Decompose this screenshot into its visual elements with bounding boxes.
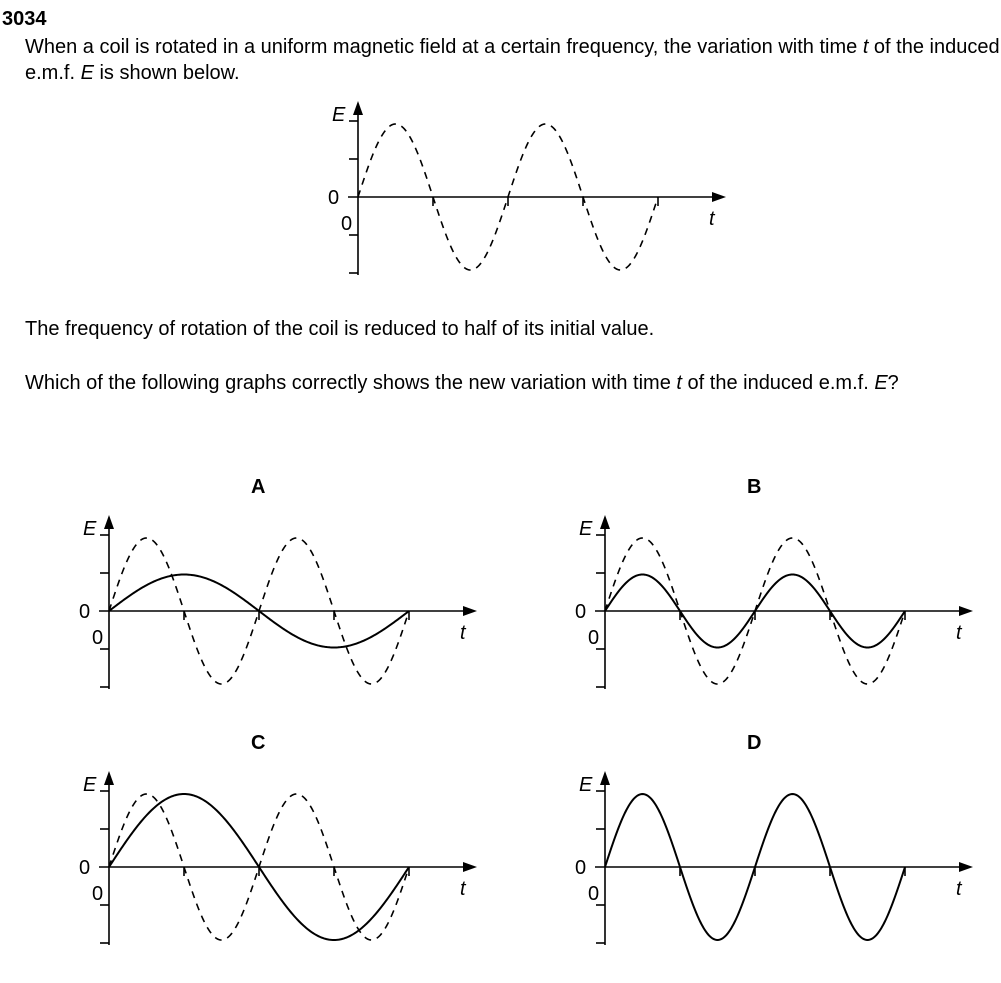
y-axis-label: E <box>579 518 593 540</box>
option-a-label[interactable]: A <box>251 476 266 498</box>
x-axis-label: t <box>956 622 962 644</box>
x-axis-label: t <box>956 878 962 900</box>
new-emf-curve <box>605 575 905 648</box>
y-axis-arrow <box>353 101 363 115</box>
graph-original <box>328 101 726 275</box>
new-emf-curve <box>109 794 409 940</box>
y-axis-label: E <box>83 774 97 796</box>
x-zero-label: 0 <box>588 627 600 649</box>
option-d-label[interactable]: D <box>747 732 762 754</box>
question-intro: When a coil is rotated in a uniform magnetic field at a certain frequency, the variation with time t of the induced e.m.f. E is shown below. <box>25 36 1000 84</box>
x-axis-label: t <box>460 878 466 900</box>
x-zero-label: 0 <box>341 213 353 235</box>
y-zero-label: 0 <box>575 601 587 623</box>
question-statement: The frequency of rotation of the coil is reduced to half of its initial value. <box>25 318 655 340</box>
y-zero-label: 0 <box>79 601 91 623</box>
original-emf-curve <box>358 124 658 270</box>
y-axis-label: E <box>579 774 593 796</box>
question-number: 3034 <box>2 8 47 30</box>
original-emf-curve <box>109 794 409 940</box>
x-zero-label: 0 <box>92 883 104 905</box>
y-axis-arrow <box>600 771 610 785</box>
original-emf-curve <box>109 538 409 684</box>
y-zero-label: 0 <box>328 187 340 209</box>
x-zero-label: 0 <box>588 883 600 905</box>
graph-d <box>575 771 973 945</box>
new-emf-curve <box>605 794 905 940</box>
y-axis-arrow <box>104 515 114 529</box>
graph-c <box>79 771 477 945</box>
y-axis-arrow <box>600 515 610 529</box>
x-axis-arrow <box>959 862 973 872</box>
x-axis-label: t <box>709 208 715 230</box>
x-axis-label: t <box>460 622 466 644</box>
y-axis-label: E <box>83 518 97 540</box>
y-axis-arrow <box>104 771 114 785</box>
x-zero-label: 0 <box>92 627 104 649</box>
x-axis-arrow <box>959 606 973 616</box>
question-prompt: Which of the following graphs correctly shows the new variation with time t of the induced e.m.f. E? <box>25 372 899 394</box>
new-emf-curve <box>109 575 409 648</box>
graph-b <box>575 515 973 689</box>
option-c-label[interactable]: C <box>251 732 266 754</box>
option-b-label[interactable]: B <box>747 476 762 498</box>
x-axis-arrow <box>463 862 477 872</box>
y-zero-label: 0 <box>79 857 91 879</box>
original-emf-curve <box>605 538 905 684</box>
x-axis-arrow <box>712 192 726 202</box>
graph-a <box>79 515 477 689</box>
x-axis-arrow <box>463 606 477 616</box>
y-axis-label: E <box>332 104 346 126</box>
y-zero-label: 0 <box>575 857 587 879</box>
